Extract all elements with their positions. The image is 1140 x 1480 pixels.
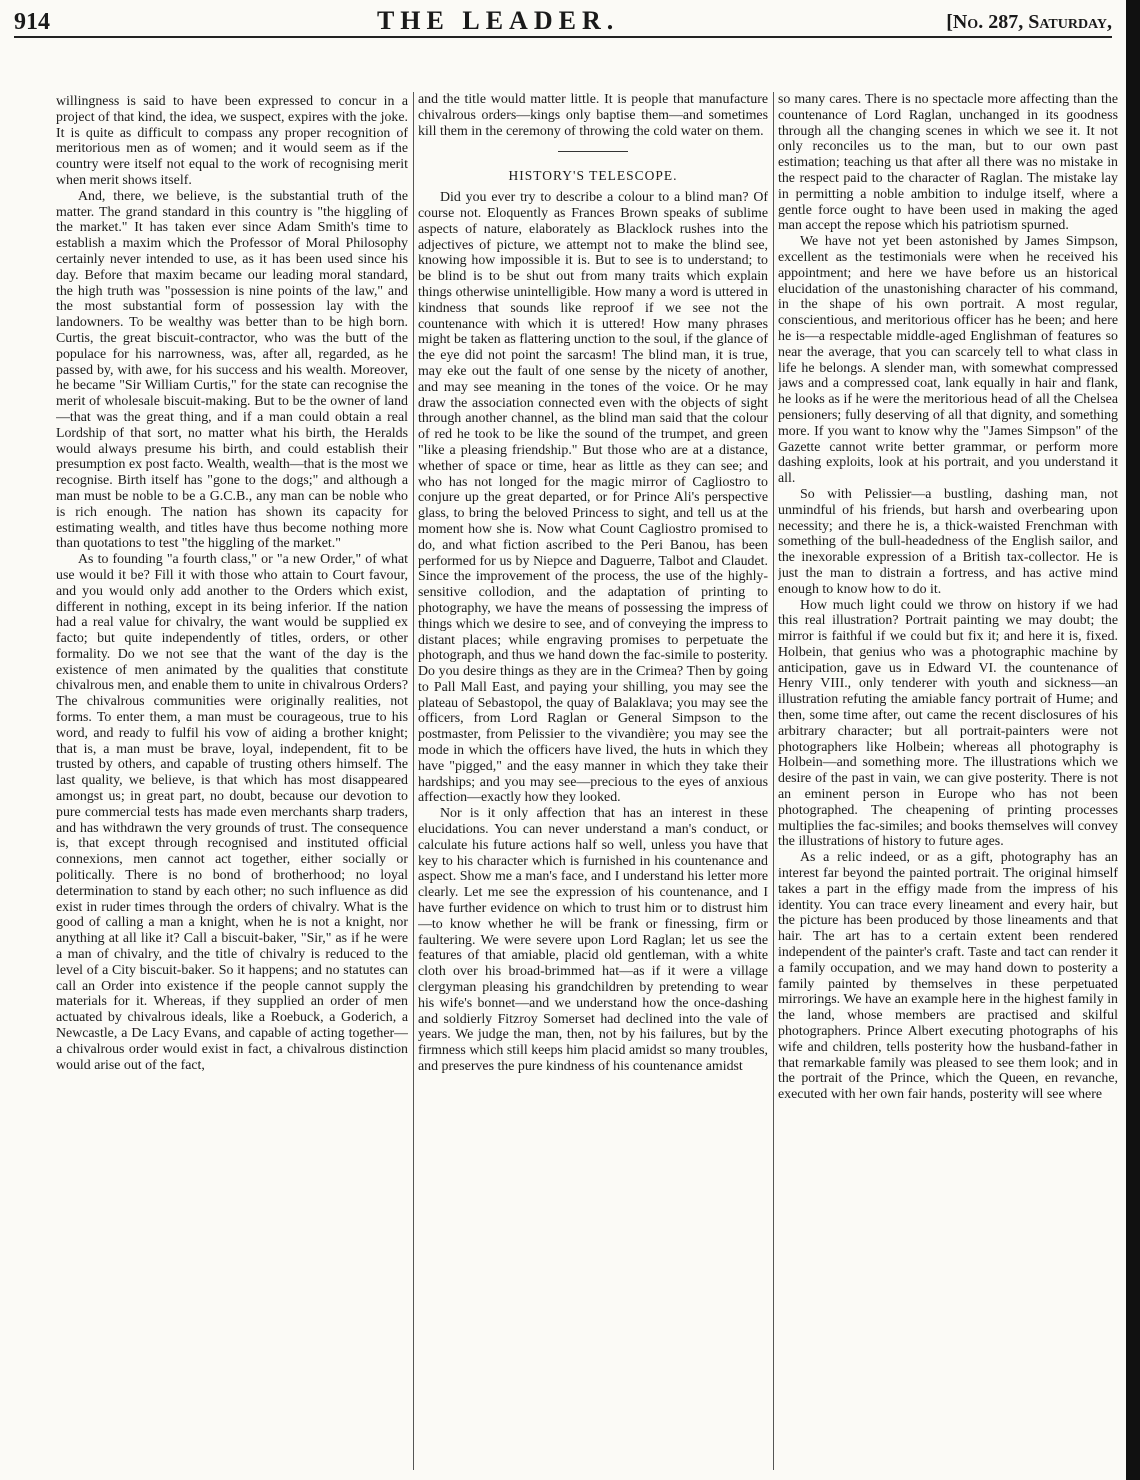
column-divider bbox=[773, 92, 774, 1470]
column-3-paragraph: So with Pelissier—a bustling, dashing man, not unmindful of his friends, but harsh and overbearing upon necessity; and there he is, a thick-waisted Frenchman with something of the bull-headedness of the English sailor, and the inexorable expression of a British tax-collector. He is just the man to distrain a fortress, and has active mind enough to know how to do it. bbox=[778, 486, 1118, 597]
column-2-paragraph: Did you ever try to describe a colour to a blind man? Of course not. Eloquently as Frances Brown speaks of sublime aspects of nature, elaborately as Blacklock rushes into the adjectives of picture, we attempt not to make the blind see, knowing how impossible it is. But to see is to understand; to be blind is to be shut out from many traits which explain things otherwise unintelligible. How many a word is uttered in kindness that sounds like reproof if we see not the countenance with which it is uttered! How many phrases might be taken as flattering unction to the soul, if the glance of the eye did not point the sarcasm! The blind man, it is true, may eke out the fault of one sense by the nicety of another, and may see meaning in the tones of the voice. Or he may draw the association connected even with the objects of sight through another channel, as the blind man said that the colour of red he took to be like the sound of the trumpet, and green "like a pleasing friendship." But those who are at a distance, whether of space or time, hear as little as they can see; and who has not longed for the magic mirror of Cagliostro to conjure up the great departed, or for Prince Ali's perspective glass, to bring the beloved Princess to sight, and tell us at the moment how she is. Now what Count Cagliostro promised to do, and what fiction ascribed to the Peri Banou, has been performed for us by Niepce and Daguerre, Talbot and Claudet. Since the improvement of the process, the use of the highly-sensitive collodion, and the adaptation of printing to photography, we have the means of possessing the impress of things which we desire to see, and of conveying the impress to distant places; while engraving promises to perpetuate the photograph, and thus we hand down the fac-simile to posterity. Do you desire things as they are in the Crimea? Then by going to Pall Mall East, and paying your shilling, you may see the plateau of Sebastopol, the quay of Balaklava; you may see the officers, from Lord Raglan or General Simpson to the postmaster, from Pelissier to the vivandière; you may see the mode in which the officers have lived, the huts in which they have "pigged," and the easy manner in which they take their hardships; and you may see—precious to the eyes of anxious affection—exactly how they looked. bbox=[418, 190, 768, 806]
column-1-paragraph: willingness is said to have been expressed to concur in a project of that kind, the idea, we suspect, expires with the joke. It is quite as difficult to compass any proper recognition of meritorious men as of women; and it would seem as if the country were itself not equal to the work of recognising merit when merit shows itself. bbox=[56, 94, 408, 188]
heading-rule bbox=[558, 151, 628, 152]
column-2-lead-paragraph: and the title would matter little. It is people that manufacture chivalrous orders—kings only baptise them—and sometimes kill them in the ceremony of throwing the cold water on them. bbox=[418, 92, 768, 139]
article-heading bbox=[418, 151, 768, 184]
column-1 bbox=[56, 94, 408, 1470]
column-3-paragraph: so many cares. There is no spectacle more affecting than the countenance of Lord Raglan, unchanged in its goodness through all the changing scenes in which we see it. It not only reconciles us to the man, but to our own past estimation; teaching us that after all there was no mistake in the respect paid to the character of Raglan. The mistake lay in permitting a noble ambition to indulge itself, where a gentle force ought to have been used in making the aged man accept the repose which his patriotism spurned. bbox=[778, 92, 1118, 234]
page-number: 914 bbox=[14, 9, 50, 35]
column-2-paragraph: Nor is it only affection that has an interest in these elucidations. You can never understand a man's conduct, or calculate his future actions half so well, unless you have that key to his character which is furnished in his countenance and aspect. Show me a man's face, and I understand his letter more clearly. Let me see the expression of his countenance, and I have further evidence on which to trust him or to distrust him—to know whether he will be frank or finessing, firm or faultering. We were severe upon Lord Raglan; let us see the features of that amiable, placid old gentleman, with a white cloth over his broad-brimmed hat—as if it were a village clergyman pleasing his grandchildren by pretending to wear his wife's bonnet—and we understand how the once-dashing and soldierly Fitzroy Somerset had declined into the vale of years. We judge the man, then, not by his failures, but by the firmness which still keeps him placid amidst so many troubles, and preserves the pure kindness of his countenance amidst bbox=[418, 806, 768, 1075]
column-divider bbox=[413, 92, 414, 1470]
column-1-paragraph: And, there, we believe, is the substantial truth of the matter. The grand standard in this country is "the higgling of the market." It has taken ever since Adam Smith's time to establish a maxim which the Professor of Moral Philosophy certainly never intended to use, as it has been used since his day. Before that maxim became our leading moral standard, the high truth was "possession is nine points of the law," and the most substantial form of possession lay with the landowners. To be wealthy was better than to be high born. Curtis, the great biscuit-contractor, who was the butt of the populace for his narrowness, was, after all, regarded, as he passed by, with awe, for his success and his wealth. Moreover, he became "Sir William Curtis," for the state can recognise the merit of wholesale biscuit-making. But to be the owner of land—that was the great thing, and if a man could obtain a real Lordship of that sort, no matter what his birth, the Heralds would always presume his birth, and could establish their presumption ex post facto. Wealth, wealth—that is the most we recognise. Birth itself has "gone to the dogs;" and although a man must be noble to be a G.C.B., any man can be noble who is rich enough. The nation has shown its capacity for estimating wealth, and titles have thus become nothing more than quotations to test "the higgling of the market." bbox=[56, 188, 408, 552]
column-3-paragraph: As a relic indeed, or as a gift, photography has an interest far beyond the painted portrait. The original himself takes a part in the effigy made from the impress of his identity. You can trace every lineament and every hair, but the picture has been produced by those lineaments and that hair. The art has to a certain extent been rendered independent of the painter's craft. Taste and tact can render it a family occupation, and we may hand down to posterity a family painted by themselves in these perpetuated mirrorings. We have an example here in the highest family in the land, whose members are practised and skilful photographers. Prince Albert executing photographs of his wife and children, tells posterity how the husband-father in that remarkable family was pleased to see them look; and in the portrait of the Prince, which the Queen, en revanche, executed with her own fair hands, posterity will see where bbox=[778, 850, 1118, 1103]
page-header bbox=[14, 2, 1112, 38]
article-headline: HISTORY'S TELESCOPE. bbox=[508, 168, 678, 184]
column-1-paragraph: As to founding "a fourth class," or "a new Order," of what use would it be? Fill it with those who attain to Court favour, and you would only add another to the Orders which exist, different in nothing, except in its being inferior. If the nation had a real value for chivalry, the want would be supplied ex facto; but quite independently of titles, orders, or other formality. Do we not see that the want of the day is the existence of men animated by the qualities that constitute chivalrous men, and enable them to unite in chivalrous Orders? The chivalrous communities were originally realities, not forms. To enter them, a man must be courageous, true to his word, and ready to fulfil his vow of aiding a brother knight; that is, a man must be brave, loyal, independent, fit to be trusted by others, and capable of trusting others himself. The last quality, we believe, is that which has most disappeared amongst us; in great part, no doubt, because our devotion to pure commercial tests has made even merchants sharp traders, and has withdrawn the very grounds of trust. The consequence is, that except through recognised and instituted official connexions, men cannot act together, either socially or politically. There is no bond of brotherhood; no loyal determination to stand by each other; no such influence as did exist in ruder times through the orders of chivalry. What is the good of calling a man a knight, when he is not a knight, nor anything at all like it? Call a biscuit-baker, "Sir," as if he were a man of chivalry, and the title of chivalry is reduced to the level of a City biscuit-baker. So it happens; and no statutes can call an Order into existence if the people cannot supply the materials for it. Whereas, if they supplied an order of men actuated by chivalrous ideals, like a Roebuck, a Goderich, a Newcastle, a De Lacy Evans, and capable of acting together—a chivalrous order would exist in fact, a chivalrous distinction would arise out of the fact, bbox=[56, 552, 408, 1073]
column-2 bbox=[418, 92, 768, 1468]
scan-edge-bar bbox=[1126, 0, 1140, 1480]
column-3-paragraph: We have not yet been astonished by James Simpson, excellent as the testimonials were when he received his appointment; and here we have before us an historical elucidation of the unastonishing character of his command, in the shape of his own portrait. A most regular, conscientious, and meritorious officer has he been; and here he is—a respectable middle-aged Englishman of features so near the average, that you can scarcely tell to what class in life he belongs. A slender man, with somewhat compressed jaws and a compressed coat, lank equally in hair and flank, he looks as if he were the meritorious head of all the Chelsea pensioners; fully deserving of all that dignity, and something more. If you want to know why the "James Simpson" of the Gazette cannot write better grammar, or perform more dashing exploits, look at his portrait, and you understand it all. bbox=[778, 234, 1118, 487]
column-3 bbox=[778, 92, 1118, 1468]
issue-label: [No. 287, Saturday, bbox=[946, 11, 1112, 33]
column-3-paragraph: How much light could we throw on history if we had this real illustration? Portrait painting we may doubt; the mirror is faithful if we could but fix it; and here it is, fixed. Holbein, that genius who was a photographic machine by anticipation, gave us in Edward VI. the countenance of Henry VIII., only tenderer with youth and sickness—an illustration refuting the amiable fancy portrait of Hume; and then, some time after, out came the recent disclosures of his arbitrary character; but all portrait-painters were not photographers like Holbein; whereas all photography is Holbein—and something more. The illustrations which we desire of the past in vain, we can give posterity. There is not an eminent person in Europe who has not been photographed. The cheapening of printing processes multiplies the fac-similes; and books themselves will convey the illustrations of history to future ages. bbox=[778, 597, 1118, 850]
masthead-title: THE LEADER. bbox=[376, 6, 620, 35]
